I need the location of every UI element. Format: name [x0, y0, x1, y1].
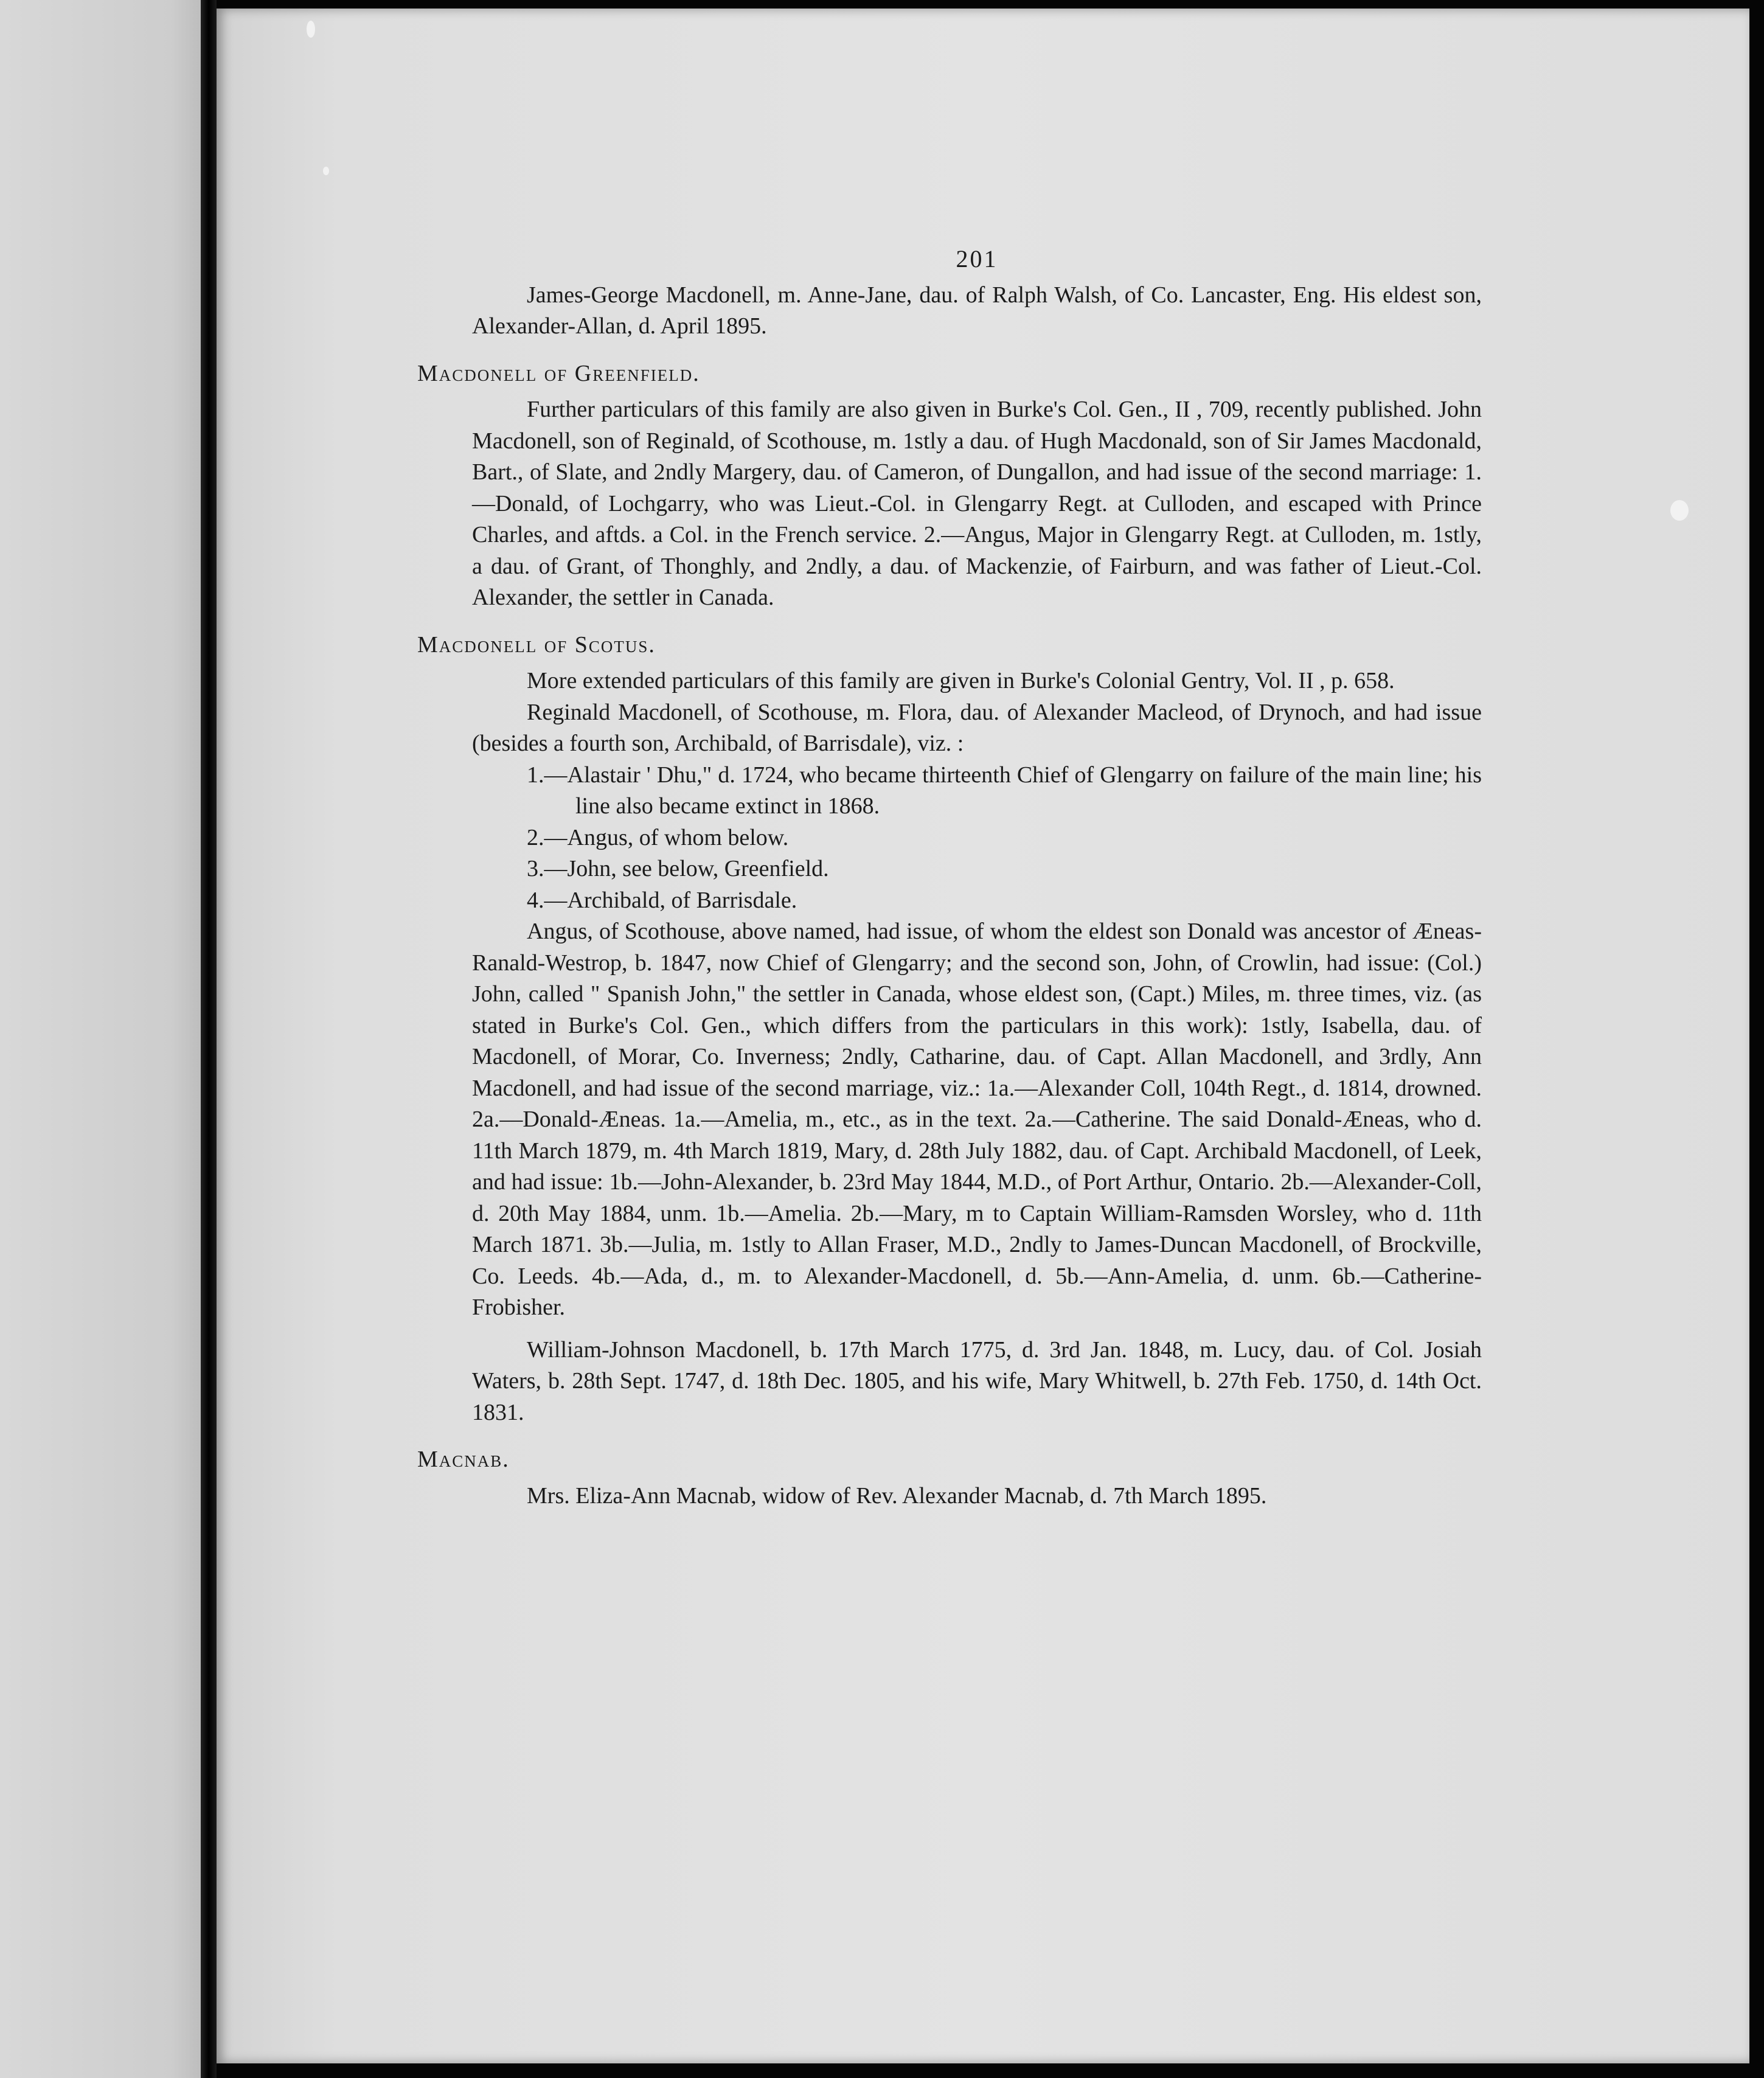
scan-speck	[307, 21, 315, 38]
scan-speck	[1670, 500, 1689, 521]
scotus-paragraph-4: William-Johnson Macdonell, b. 17th March 1775, d. 3rd Jan. 1848, m. Lucy, dau. of Col. Josiah Waters, b. 28th Sept. 1747, d. 18th Dec. 1805, and his wife, Mary Whitwell, b. 27th Feb. 1750, d. 14th Oct. 1831.	[472, 1336, 1482, 1425]
macnab-paragraph: Mrs. Eliza-Ann Macnab, widow of Rev. Alexander Macnab, d. 7th March 1895.	[527, 1482, 1267, 1509]
section-heading-greenfield: Macdonell of Greenfield.	[417, 360, 700, 386]
book-gutter	[201, 0, 217, 2078]
greenfield-paragraph: Further particulars of this family are also given in Burke's Col. Gen., II , 709, recently published. John Macdonell, son of Reginald, of Scothouse, m. 1stly a dau. of Hugh Macdonald, son of Sir James Macdonald, Bart., of Slate, and 2ndly Margery, dau. of Cameron, of Dungallon, and had issue of the second marriage: 1.—Donald, of Lochgarry, who was Lieut.-Col. in Glengarry Regt. at Culloden, and escaped with Prince Charles, and aftds. a Col. in the French service. 2.—Angus, Major in Glengarry Regt. at Culloden, m. 1stly, a dau. of Grant, of Thonghly, and 2ndly, a dau. of Mackenzie, of Fairburn, and was father of Lieut.-Col. Alexander, the settler in Canada.	[472, 397, 1482, 610]
intro-paragraph: James-George Macdonell, m. Anne-Jane, dau. of Ralph Walsh, of Co. Lancaster, Eng. His eldest son, Alexander-Allan, d. April 1895.	[472, 282, 1482, 339]
section-heading-macnab: Macnab.	[417, 1447, 510, 1472]
page-text-block	[417, 243, 1482, 1512]
scotus-paragraph-3: Angus, of Scothouse, above named, had issue, of whom the eldest son Donald was ancestor of Æneas-Ranald-Westrop, b. 1847, now Chief of Glengarry; and the second son, John, of Crowlin, had issue: (Col.) John, called " Spanish John," the settler in Canada, whose eldest son, (Capt.) Miles, m. three times, viz. (as stated in Burke's Col. Gen., which differs from the particulars in this work): 1stly, Isabella, dau. of Macdonell, of Morar, Co. Inverness; 2ndly, Catharine, dau. of Capt. Allan Macdonell, and 3rdly, Ann Macdonell, and had issue of the second marriage, viz.: 1a.—Alexander Coll, 104th Regt., d. 1814, drowned. 2a.—Donald-Æneas. 1a.—Amelia, m., etc., as in the text. 2a.—Catherine. The said Donald-Æneas, who d. 11th March 1879, m. 4th March 1819, Mary, d. 28th July 1882, dau. of Capt. Archibald Macdonell, of Leek, and had issue: 1b.—John-Alexander, b. 23rd May 1844, M.D., of Port Arthur, Ontario. 2b.—Alexander-Coll, d. 20th May 1884, unm. 1b.—Amelia. 2b.—Mary, m to Captain William-Ramsden Worsley, who d. 11th March 1871. 3b.—Julia, m. 1stly to Allan Fraser, M.D., 2ndly to James-Duncan Macdonell, of Brockville, Co. Leeds. 4b.—Ada, d., m. to Alexander-Macdonell, d. 5b.—Ann-Amelia, d. unm. 6b.—Catherine-Frobisher.	[472, 919, 1482, 1320]
scotus-list-item: 3.—John, see below, Greenfield.	[527, 856, 829, 881]
scotus-paragraph-1: More extended particulars of this family are given in Burke's Colonial Gentry, Vol. II , p. 658.	[527, 668, 1395, 693]
book-page	[217, 9, 1749, 2063]
scotus-paragraph-2: Reginald Macdonell, of Scothouse, m. Flora, dau. of Alexander Macleod, of Drynoch, and had issue (besides a fourth son, Archibald, of Barrisdale), viz. :	[472, 699, 1482, 756]
facing-page-edge	[0, 0, 201, 2078]
scotus-list-item: 4.—Archibald, of Barrisdale.	[527, 887, 797, 913]
section-heading-scotus: Macdonell of Scotus.	[417, 631, 656, 658]
scan-speck	[323, 167, 329, 175]
page-number: 201	[956, 245, 998, 273]
scotus-list-item: 2.—Angus, of whom below.	[527, 824, 789, 850]
scotus-list-item: 1.—Alastair ' Dhu," d. 1724, who became thirteenth Chief of Glengarry on failure of the main line; his line also became extinct in 1868.	[527, 762, 1482, 819]
